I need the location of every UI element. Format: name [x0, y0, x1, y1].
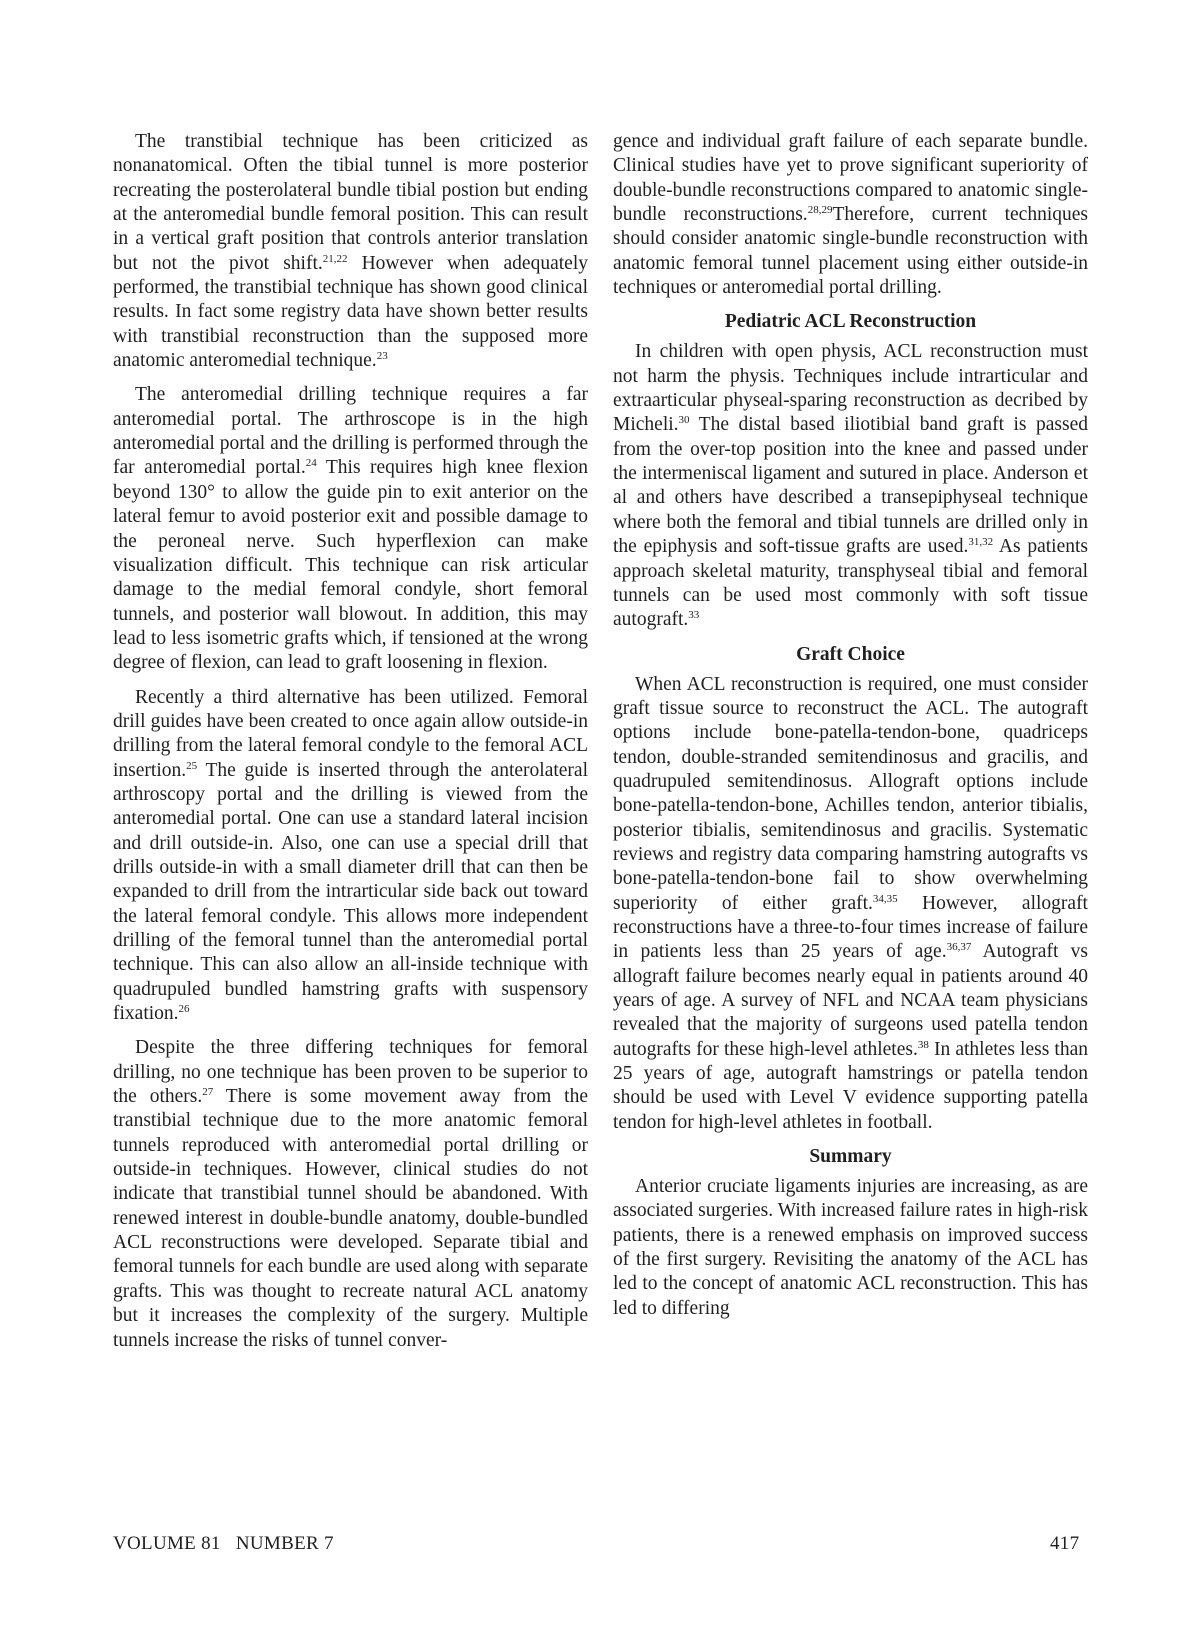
section-heading-pediatric: Pediatric ACL Reconstruction: [724, 311, 977, 333]
paragraph-text: However when adequately performed, the transtibial technique has shown good clinical results. In fact some registry data have shown better results with transtibial reconstruction than the supposed more anatomic anteromedial technique.: [113, 252, 588, 372]
paragraph-text: The anteromedial drilling technique requires a far anteromedial portal. The arthroscope is in the high anteromedial portal and the drilling is performed through the far anteromedial portal.: [113, 384, 588, 479]
paragraph-differing-techniques: [113, 1036, 588, 1352]
citation-superscript: 25: [186, 759, 198, 772]
paragraph-text: The transtibial technique has been criticized as nonanatomical. Often the tibial tunnel is more posterior recreating the posterolateral bundle tibial postion but ending at the anteromedial bundle femoral position. This can result in a vertical graft position that controls anterior translation but not the pivot shift.: [113, 131, 588, 274]
page-number: 417: [1050, 1533, 1080, 1554]
section-heading-summary: Summary: [809, 1146, 892, 1168]
paragraph-third-alternative: [113, 686, 588, 1027]
citation-superscript: 23: [376, 350, 388, 363]
citation-superscript: 26: [178, 1003, 190, 1016]
citation-superscript: 24: [305, 457, 317, 470]
paragraph-text: Recently a third alternative has been utilized. Femoral drill guides have been created to once again allow outside-in drilling from the lateral femoral condyle to the femoral ACL insertion.: [113, 686, 588, 781]
citation-superscript: 38: [917, 1038, 929, 1051]
paragraph-anteromedial-drilling: [113, 383, 588, 675]
right-column: [613, 130, 1088, 1331]
paragraph-text: There is some movement away from the transtibial technique due to the more anatomic femoral tunnels reproduced with anteromedial portal drilling or outside-in techniques. However, clinical studies do not indicate that transtibial tunnel should be abandoned. With renewed interest in double-bundle anatomy, double-bundled ACL reconstructions were developed. Separate tibial and femoral tunnels for each bundle are used along with separate grafts. This was thought to recreate natural ACL anatomy but it increases the complexity of the surgery. Multiple tunnels increase the risks of tunnel conver-: [113, 1086, 588, 1351]
citation-superscript: 34,35: [872, 892, 898, 905]
paragraph-text: Autograft vs allograft failure becomes nearly equal in patients around 40 years of age. A survey of NFL and NCAA team physicians revealed that the majority of surgeons used patella tendon autografts for these high-level athletes.: [613, 941, 1089, 1060]
paragraph-text: gence and individual graft failure of each separate bundle. Clinical studies have yet to prove significant superiority of double-bundle reconstructions compared to anatomic single-bundle reconstructions.: [613, 131, 1088, 226]
citation-superscript: 30: [678, 414, 690, 427]
paragraph-text: This requires high knee flexion beyond 130° to allow the guide pin to exit anterior on the lateral femur to avoid posterior exit and possible damage to the peroneal nerve. Such hyperflexion can make visualization difficult. This technique can risk articular damage to the medial femoral condyle, short femoral tunnels, and posterior wall blowout. In addition, this may lead to less isometric grafts which, if tensioned at the wrong degree of flexion, can lead to graft loosening in flexion.: [113, 457, 588, 674]
paragraph-text: Anterior cruciate ligaments injuries are increasing, as are associated surgeries. With increased failure rates in high-risk patients, there is a renewed emphasis on improved success of the first surgery. Revisiting the anatomy of the ACL has led to the concept of anatomic ACL reconstruction. This has led to differing: [613, 1176, 1088, 1319]
paragraph-text: The guide is inserted through the anterolateral arthroscopy portal and the drilling is viewed from the anteromedial portal. One can use a standard lateral incision and drill outside-in. Also, one can use a special drill that drills outside-in with a small diameter drill that can then be expanded to drill from the intrarticular side back out toward the lateral femoral condyle. This allows more independent drilling of the femoral tunnel than the anteromedial portal technique. This can also allow an all-inside technique with quadrupuled bundled hamstring grafts with suspensory fixation.: [113, 759, 588, 1025]
paragraph-pediatric: [613, 340, 1088, 632]
citation-superscript: 21,22: [322, 252, 348, 265]
left-column: [113, 130, 588, 1363]
citation-superscript: 36,37: [946, 941, 972, 954]
paragraph-continued-double-bundle: [613, 130, 1088, 300]
paragraph-text: Therefore, current techniques should consider anatomic single-bundle reconstruction with anatomic femoral tunnel placement using either outside-in techniques or anteromedial portal drilling.: [613, 204, 1088, 299]
paragraph-text: In athletes less than 25 years of age, autograft hamstrings or patella tendon should be used with Level V evidence supporting patella tendon for high-level athletes in football.: [613, 1038, 1089, 1133]
paragraph-transtibial-technique: [113, 130, 588, 373]
paragraph-text: The distal based iliotibial band graft is passed from the over-top position into the knee and passed under the intermeniscal ligament and sutured in place. Anderson et al and others have described a transepiphyseal technique where both the femoral and tibial tunnels are drilled only in the epiphysis and soft-tissue grafts are used.: [613, 414, 1088, 558]
paragraph-text: When ACL reconstruction is required, one must consider graft tissue source to reconstruct the ACL. The autograft options include bone-patella-tendon-bone, quadriceps tendon, double-stranded semitendinosus and gracilis, and quadrupuled semitendinosus. Allograft options include bone-patella-tendon-bone, Achilles tendon, anterior tibialis, posterior tibialis, semitendinosus and gracilis. Systematic reviews and registry data comparing hamstring autografts vs bone-patella-tendon-bone fail to show overwhelming superiority of either graft.: [613, 673, 1088, 914]
citation-superscript: 28,29: [807, 204, 833, 217]
paragraph-text: Despite the three differing techniques for femoral drilling, no one technique has been proven to be superior to the others.: [113, 1037, 588, 1108]
paragraph-text: In children with open physis, ACL reconstruction must not harm the physis. Techniques include intrarticular and extraarticular physeal-sparing reconstruction as decribed by Micheli.: [613, 341, 1088, 436]
citation-superscript: 33: [688, 609, 700, 622]
citation-superscript: 31,32: [968, 536, 994, 549]
journal-volume-footer: VOLUME 81 NUMBER 7: [113, 1533, 334, 1554]
paragraph-text: As patients approach skeletal maturity, transphyseal tibial and femoral tunnels can be used most commonly with soft tissue autograft.: [613, 536, 1088, 631]
paragraph-text: However, allograft reconstructions have a three-to-four times increase of failure in patients less than 25 years of age.: [613, 892, 1088, 963]
paragraph-graft-choice: [613, 673, 1088, 1136]
citation-superscript: 27: [202, 1086, 214, 1099]
paragraph-summary: [613, 1175, 1088, 1321]
section-heading-graft-choice: Graft Choice: [796, 643, 905, 665]
